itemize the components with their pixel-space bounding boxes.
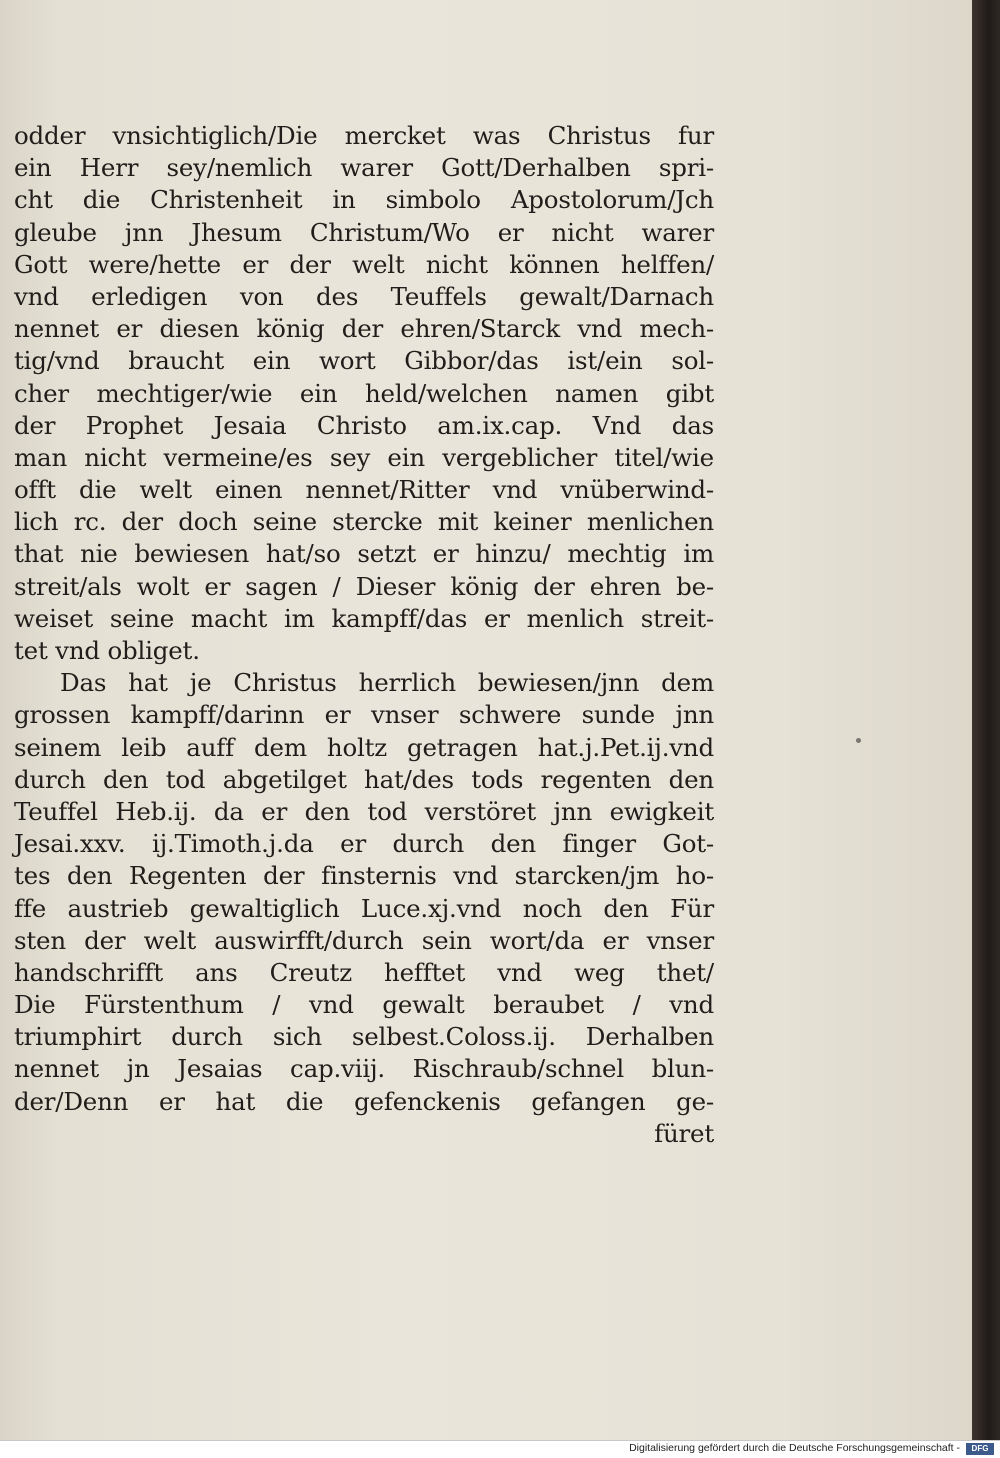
text-line: Jesai.xxv. ij.Timoth.j.da er durch den finger Got- xyxy=(14,829,714,859)
text-line: cher mechtiger/wie ein held/welchen namen gibt xyxy=(14,378,714,408)
footer-bar xyxy=(0,1440,1000,1458)
text-line: der Prophet Jesaia Christo am.ix.cap. Vnd das xyxy=(14,410,714,440)
text-line: lich rc. der doch seine stercke mit keiner menlichen xyxy=(14,507,714,537)
footer-credit: Digitalisierung gefördert durch die Deutsche Forschungsgemeinschaft - xyxy=(629,1442,960,1454)
text-line: sten der welt auswirfft/durch sein wort/da er vnser xyxy=(14,925,714,955)
text-line: Gott were/hette er der welt nicht können helffen/ xyxy=(14,249,714,279)
catchword: füret xyxy=(654,1118,714,1148)
paper-speck xyxy=(856,738,861,743)
text-line: Teuffel Heb.ij. da er den tod verstöret jnn ewigkeit xyxy=(14,796,714,826)
text-line: grossen kampff/darinn er vnser schwere sunde jnn xyxy=(14,700,714,730)
text-line: triumphirt durch sich selbest.Coloss.ij. Derhalben xyxy=(14,1022,714,1052)
text-line: seinem leib auff dem holtz getragen hat.j.Pet.ij.vnd xyxy=(14,732,714,762)
text-line: der/Denn er hat die gefenckenis gefangen ge- xyxy=(14,1086,714,1116)
text-line: nennet er diesen könig der ehren/Starck vnd mech- xyxy=(14,314,714,344)
text-line: streit/als wolt er sagen / Dieser könig der ehren be- xyxy=(14,571,714,601)
dfg-logo[interactable]: DFG xyxy=(966,1443,994,1455)
text-line: offt die welt einen nennet/Ritter vnd vnüberwind- xyxy=(14,475,714,505)
text-line: handschrifft ans Creutz hefftet vnd weg thet/ xyxy=(14,957,714,987)
paragraph-end-line: tet vnd obliget. xyxy=(14,636,200,665)
text-line: cht die Christenheit in simbolo Apostolorum/Jch xyxy=(14,185,714,215)
text-line: nennet jn Jesaias cap.viij. Rischraub/schnel blun- xyxy=(14,1054,714,1084)
paragraph-first-line: Das hat je Christus herrlich bewiesen/jnn dem xyxy=(60,668,714,698)
text-line: that nie bewiesen hat/so setzt er hinzu/ mechtig im xyxy=(14,539,714,569)
text-line: ffe austrieb gewaltiglich Luce.xj.vnd noch den Für xyxy=(14,893,714,923)
text-line: gleube jnn Jhesum Christum/Wo er nicht warer xyxy=(14,217,714,247)
text-line: odder vnsichtiglich/Die mercket was Christus fur xyxy=(14,121,714,150)
text-line: ein Herr sey/nemlich warer Gott/Derhalben spri- xyxy=(14,153,714,183)
text-line: tes den Regenten der finsternis vnd starcken/jm ho- xyxy=(14,861,714,891)
text-line: man nicht vermeine/es sey ein vergeblicher titel/wie xyxy=(14,442,714,472)
text-block xyxy=(14,120,714,1150)
text-line: Die Fürstenthum / vnd gewalt beraubet / vnd xyxy=(14,990,714,1020)
text-line: durch den tod abgetilget hat/des tods regenten den xyxy=(14,764,714,794)
text-line: tig/vnd braucht ein wort Gibbor/das ist/ein sol- xyxy=(14,346,714,376)
book-edge xyxy=(972,0,1000,1440)
text-line: weiset seine macht im kampff/das er menlich streit- xyxy=(14,603,714,633)
text-line: vnd erledigen von des Teuffels gewalt/Darnach xyxy=(14,281,714,311)
